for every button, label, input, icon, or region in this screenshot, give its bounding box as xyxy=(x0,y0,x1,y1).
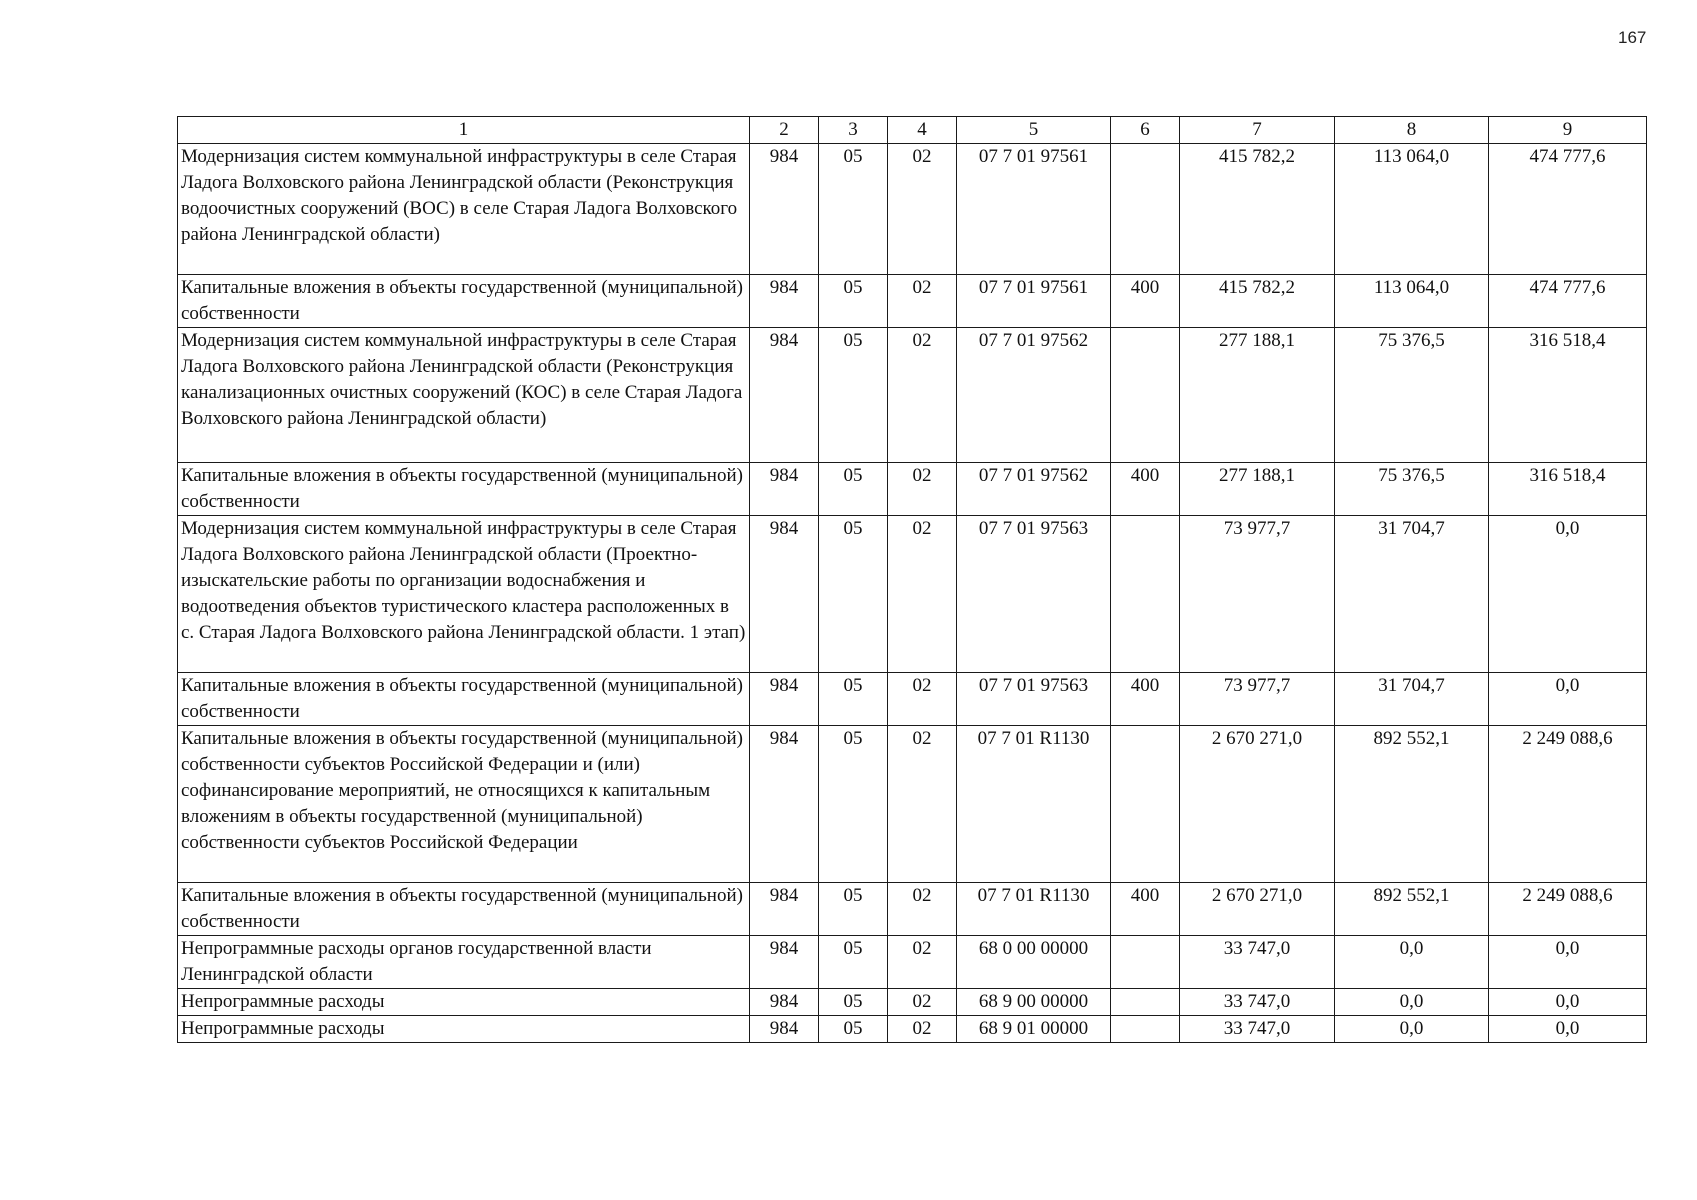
row-name: Непрограммные расходы органов государственной власти Ленинградской области xyxy=(178,936,750,989)
subsection-code: 02 xyxy=(888,516,957,673)
table-row xyxy=(178,883,1647,936)
target-article-code: 07 7 01 97563 xyxy=(957,673,1111,726)
table-row xyxy=(178,516,1647,673)
subsection-code: 02 xyxy=(888,989,957,1016)
admin-code: 984 xyxy=(750,989,819,1016)
section-code: 05 xyxy=(819,463,888,516)
expense-type-code: 400 xyxy=(1111,463,1180,516)
section-code: 05 xyxy=(819,516,888,673)
amount-col9: 0,0 xyxy=(1489,936,1647,989)
expense-type-code xyxy=(1111,516,1180,673)
subsection-code: 02 xyxy=(888,275,957,328)
amount-col9: 0,0 xyxy=(1489,516,1647,673)
table-row xyxy=(178,328,1647,463)
table-row xyxy=(178,726,1647,883)
amount-col7: 2 670 271,0 xyxy=(1180,726,1335,883)
row-name: Модернизация систем коммунальной инфраструктуры в селе Старая Ладога Волховского района Ленинградской области (Реконструкция водоочистных сооружений (ВОС) в селе Старая Ладога Волховского района Ленинградской области) xyxy=(178,144,750,275)
admin-code: 984 xyxy=(750,726,819,883)
subsection-code: 02 xyxy=(888,144,957,275)
table-row xyxy=(178,144,1647,275)
table-row xyxy=(178,936,1647,989)
amount-col8: 0,0 xyxy=(1335,1016,1489,1043)
row-name: Капитальные вложения в объекты государственной (муниципальной) собственности xyxy=(178,673,750,726)
section-code: 05 xyxy=(819,1016,888,1043)
amount-col8: 0,0 xyxy=(1335,989,1489,1016)
row-name: Капитальные вложения в объекты государственной (муниципальной) собственности xyxy=(178,883,750,936)
amount-col7: 33 747,0 xyxy=(1180,936,1335,989)
amount-col8: 31 704,7 xyxy=(1335,516,1489,673)
expense-type-code xyxy=(1111,328,1180,463)
amount-col7: 73 977,7 xyxy=(1180,516,1335,673)
amount-col9: 474 777,6 xyxy=(1489,275,1647,328)
target-article-code: 07 7 01 97562 xyxy=(957,463,1111,516)
amount-col9: 2 249 088,6 xyxy=(1489,726,1647,883)
admin-code: 984 xyxy=(750,463,819,516)
amount-col8: 75 376,5 xyxy=(1335,463,1489,516)
amount-col7: 277 188,1 xyxy=(1180,463,1335,516)
section-code: 05 xyxy=(819,883,888,936)
table-row xyxy=(178,989,1647,1016)
admin-code: 984 xyxy=(750,1016,819,1043)
expense-type-code xyxy=(1111,989,1180,1016)
amount-col7: 415 782,2 xyxy=(1180,144,1335,275)
admin-code: 984 xyxy=(750,673,819,726)
admin-code: 984 xyxy=(750,328,819,463)
amount-col8: 75 376,5 xyxy=(1335,328,1489,463)
amount-col8: 113 064,0 xyxy=(1335,275,1489,328)
header-row xyxy=(178,117,1647,144)
subsection-code: 02 xyxy=(888,726,957,883)
expense-type-code: 400 xyxy=(1111,275,1180,328)
expense-type-code xyxy=(1111,726,1180,883)
budget-table xyxy=(177,116,1647,1043)
admin-code: 984 xyxy=(750,936,819,989)
table-row xyxy=(178,1016,1647,1043)
row-name: Непрограммные расходы xyxy=(178,1016,750,1043)
row-name: Модернизация систем коммунальной инфраструктуры в селе Старая Ладога Волховского района Ленинградской области (Проектно-изыскательские работы по организации водоснабжения и водоотведения объектов туристического кластера расположенных в с. Старая Ладога Волховского района Ленинградской области. 1 этап) xyxy=(178,516,750,673)
section-code: 05 xyxy=(819,144,888,275)
expense-type-code: 400 xyxy=(1111,673,1180,726)
amount-col7: 415 782,2 xyxy=(1180,275,1335,328)
expense-type-code: 400 xyxy=(1111,883,1180,936)
expense-type-code xyxy=(1111,1016,1180,1043)
amount-col8: 0,0 xyxy=(1335,936,1489,989)
subsection-code: 02 xyxy=(888,463,957,516)
subsection-code: 02 xyxy=(888,883,957,936)
amount-col9: 316 518,4 xyxy=(1489,463,1647,516)
target-article-code: 07 7 01 97561 xyxy=(957,275,1111,328)
section-code: 05 xyxy=(819,989,888,1016)
amount-col7: 73 977,7 xyxy=(1180,673,1335,726)
amount-col7: 2 670 271,0 xyxy=(1180,883,1335,936)
target-article-code: 68 0 00 00000 xyxy=(957,936,1111,989)
row-name: Капитальные вложения в объекты государственной (муниципальной) собственности xyxy=(178,463,750,516)
section-code: 05 xyxy=(819,673,888,726)
admin-code: 984 xyxy=(750,516,819,673)
column-header: 8 xyxy=(1335,117,1489,144)
target-article-code: 07 7 01 97563 xyxy=(957,516,1111,673)
amount-col9: 0,0 xyxy=(1489,673,1647,726)
admin-code: 984 xyxy=(750,883,819,936)
column-header: 1 xyxy=(178,117,750,144)
column-header: 6 xyxy=(1111,117,1180,144)
amount-col8: 113 064,0 xyxy=(1335,144,1489,275)
amount-col7: 33 747,0 xyxy=(1180,989,1335,1016)
amount-col9: 316 518,4 xyxy=(1489,328,1647,463)
amount-col9: 0,0 xyxy=(1489,989,1647,1016)
row-name: Модернизация систем коммунальной инфраструктуры в селе Старая Ладога Волховского района Ленинградской области (Реконструкция канализационных очистных сооружений (КОС) в селе Старая Ладога Волховского района Ленинградской области) xyxy=(178,328,750,463)
subsection-code: 02 xyxy=(888,673,957,726)
amount-col9: 474 777,6 xyxy=(1489,144,1647,275)
column-header: 4 xyxy=(888,117,957,144)
admin-code: 984 xyxy=(750,144,819,275)
section-code: 05 xyxy=(819,328,888,463)
row-name: Непрограммные расходы xyxy=(178,989,750,1016)
admin-code: 984 xyxy=(750,275,819,328)
column-header: 9 xyxy=(1489,117,1647,144)
column-header: 3 xyxy=(819,117,888,144)
column-header: 5 xyxy=(957,117,1111,144)
table-row xyxy=(178,275,1647,328)
page-number: 167 xyxy=(1618,28,1647,47)
target-article-code: 68 9 00 00000 xyxy=(957,989,1111,1016)
section-code: 05 xyxy=(819,936,888,989)
amount-col8: 31 704,7 xyxy=(1335,673,1489,726)
target-article-code: 68 9 01 00000 xyxy=(957,1016,1111,1043)
expense-type-code xyxy=(1111,144,1180,275)
target-article-code: 07 7 01 R1130 xyxy=(957,726,1111,883)
subsection-code: 02 xyxy=(888,936,957,989)
column-header: 7 xyxy=(1180,117,1335,144)
section-code: 05 xyxy=(819,726,888,883)
amount-col8: 892 552,1 xyxy=(1335,726,1489,883)
amount-col7: 277 188,1 xyxy=(1180,328,1335,463)
amount-col9: 2 249 088,6 xyxy=(1489,883,1647,936)
subsection-code: 02 xyxy=(888,1016,957,1043)
row-name: Капитальные вложения в объекты государственной (муниципальной) собственности xyxy=(178,275,750,328)
amount-col9: 0,0 xyxy=(1489,1016,1647,1043)
row-name: Капитальные вложения в объекты государственной (муниципальной) собственности субъектов Российской Федерации и (или) софинансирование мероприятий, не относящихся к капитальным вложениям в объекты государственной (муниципальной) собственности субъектов Российской Федерации xyxy=(178,726,750,883)
amount-col8: 892 552,1 xyxy=(1335,883,1489,936)
table-row xyxy=(178,463,1647,516)
expense-type-code xyxy=(1111,936,1180,989)
section-code: 05 xyxy=(819,275,888,328)
target-article-code: 07 7 01 R1130 xyxy=(957,883,1111,936)
column-header: 2 xyxy=(750,117,819,144)
subsection-code: 02 xyxy=(888,328,957,463)
target-article-code: 07 7 01 97561 xyxy=(957,144,1111,275)
target-article-code: 07 7 01 97562 xyxy=(957,328,1111,463)
amount-col7: 33 747,0 xyxy=(1180,1016,1335,1043)
table-row xyxy=(178,673,1647,726)
